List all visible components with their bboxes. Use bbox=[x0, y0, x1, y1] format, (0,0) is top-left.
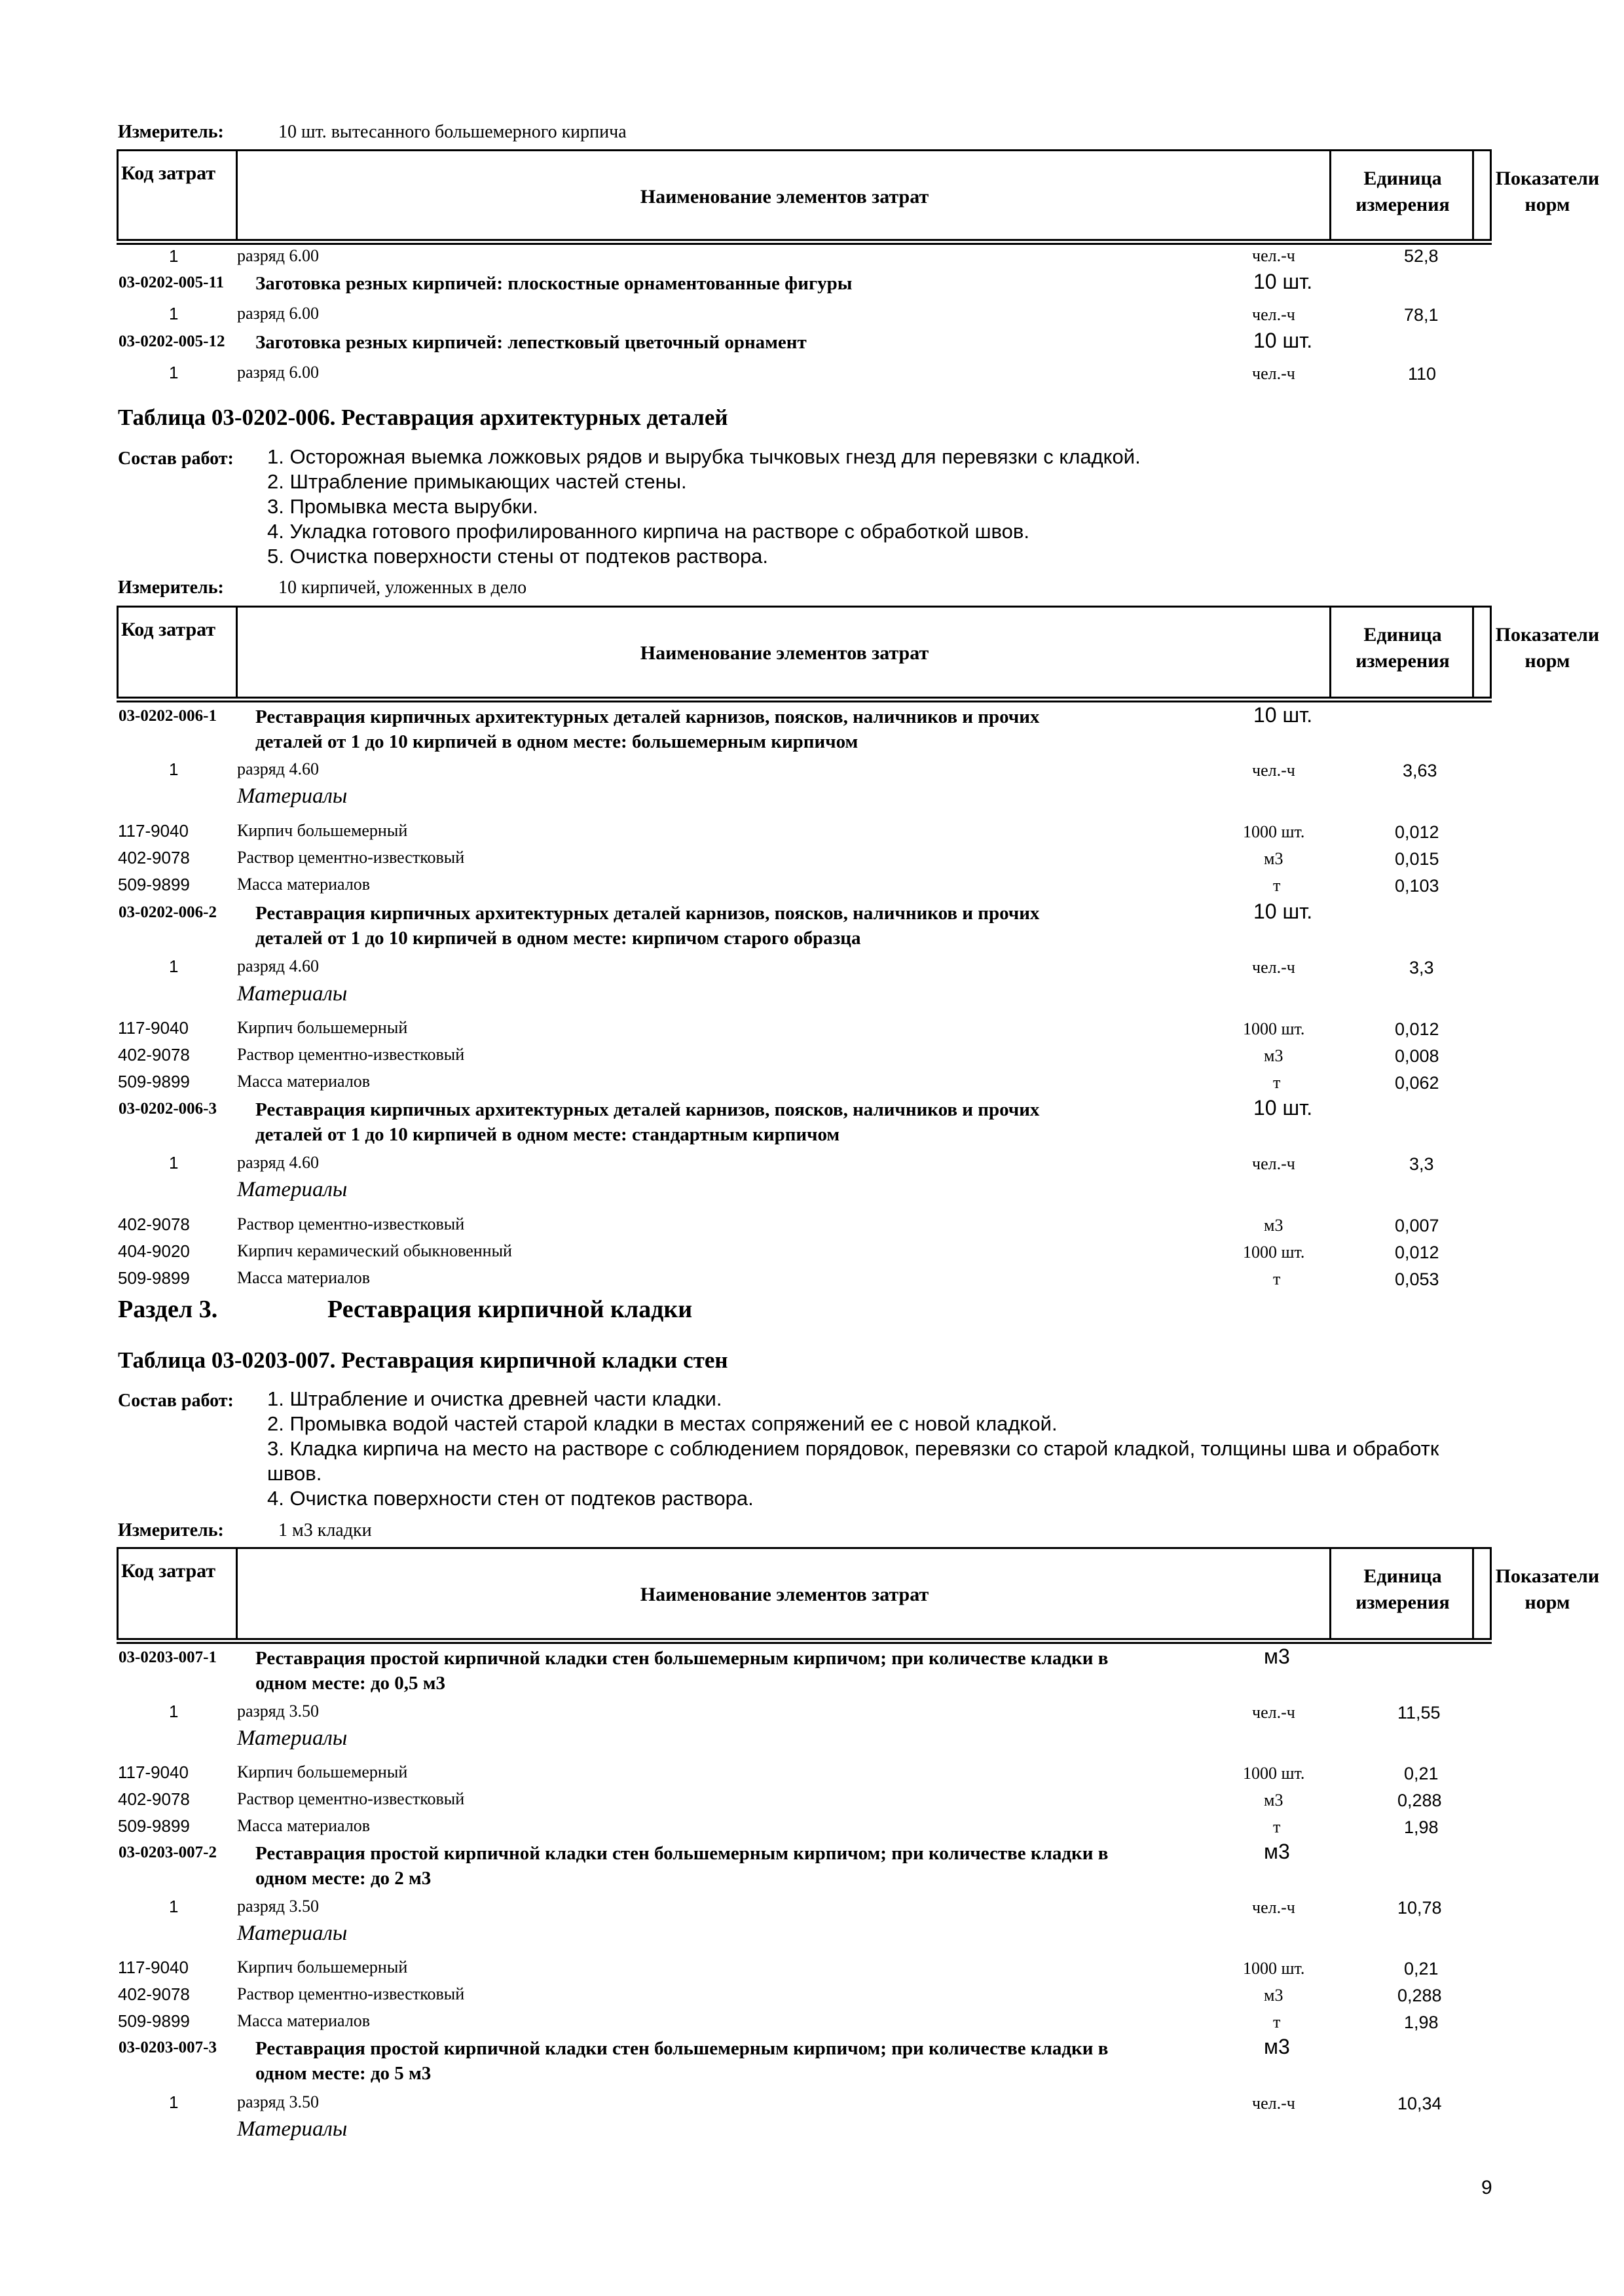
item-unit: м3 bbox=[1264, 2035, 1290, 2058]
row-unit: чел.-ч bbox=[1252, 1154, 1295, 1173]
row-unit: т bbox=[1273, 876, 1281, 895]
item-code: 03-0203-007-2 bbox=[119, 1844, 217, 1861]
row-name: разряд 3.50 bbox=[237, 2092, 319, 2111]
row-code: 1 bbox=[169, 759, 179, 779]
col-norm-header-2: норм bbox=[1524, 1592, 1570, 1613]
item-name: Реставрация простой кирпичной кладки стен большемерным кирпичом; при количестве кладки в bbox=[255, 1843, 1109, 1864]
meter-value: 10 кирпичей, уложенных в дело bbox=[278, 577, 527, 598]
row-code: 1 bbox=[169, 2092, 179, 2112]
materials-heading: Материалы bbox=[237, 1726, 348, 1750]
row-value: 0,007 bbox=[1395, 1216, 1439, 1235]
meter-label: Измеритель: bbox=[118, 1520, 224, 1540]
row-code: 1 bbox=[169, 304, 179, 323]
work-step: 4. Очистка поверхности стен от подтеков раствора. bbox=[267, 1487, 754, 1510]
row-code: 509-9899 bbox=[118, 2011, 190, 2031]
row-value: 0,053 bbox=[1395, 1269, 1439, 1289]
row-unit: чел.-ч bbox=[1252, 364, 1295, 383]
item-code: 03-0202-006-2 bbox=[119, 903, 217, 921]
row-name: Раствор цементно-известковый bbox=[237, 1214, 465, 1233]
item-name: Заготовка резных кирпичей: плоскостные орнаментованные фигуры bbox=[255, 273, 853, 294]
col-unit-header-2: измерения bbox=[1356, 1592, 1450, 1613]
row-value: 0,008 bbox=[1395, 1046, 1439, 1066]
item-name: Реставрация кирпичных архитектурных деталей карнизов, поясков, наличников и прочих bbox=[255, 903, 1040, 924]
row-name: Кирпич большемерный bbox=[237, 821, 408, 840]
row-value: 3,3 bbox=[1409, 958, 1434, 977]
row-value: 0,288 bbox=[1397, 1986, 1442, 2005]
row-code: 402-9078 bbox=[118, 1789, 190, 1809]
item-unit: 10 шт. bbox=[1253, 1096, 1313, 1120]
item-name: деталей от 1 до 10 кирпичей в одном месте: большемерным кирпичом bbox=[255, 731, 858, 752]
row-code: 1 bbox=[169, 1702, 179, 1721]
row-unit: чел.-ч bbox=[1252, 1898, 1295, 1917]
row-code: 509-9899 bbox=[118, 875, 190, 894]
item-unit: 10 шт. bbox=[1253, 329, 1313, 352]
work-step: 3. Кладка кирпича на место на растворе с соблюдением порядовок, перевязки со старой кладкой, толщины шва и обработк bbox=[267, 1437, 1439, 1460]
work-label: Состав работ: bbox=[118, 1391, 234, 1411]
col-name-header: Наименование элементов затрат bbox=[640, 1584, 929, 1605]
row-value: 0,015 bbox=[1395, 849, 1439, 869]
col-norm-header-1: Показатели bbox=[1495, 168, 1600, 189]
item-unit: м3 bbox=[1264, 1645, 1290, 1668]
col-name-header: Наименование элементов затрат bbox=[640, 186, 929, 208]
row-value: 0,012 bbox=[1395, 1019, 1439, 1039]
col-name-header: Наименование элементов затрат bbox=[640, 642, 929, 664]
row-name: разряд 3.50 bbox=[237, 1702, 319, 1721]
item-code: 03-0203-007-1 bbox=[119, 1649, 217, 1666]
work-label: Состав работ: bbox=[118, 448, 234, 469]
table-header bbox=[117, 149, 1600, 241]
row-code: 1 bbox=[169, 1897, 179, 1916]
row-unit: 1000 шт. bbox=[1243, 1959, 1305, 1978]
row-unit: т bbox=[1273, 1817, 1281, 1836]
work-step: 2. Штрабление примыкающих частей стены. bbox=[267, 470, 687, 493]
item-name: Реставрация простой кирпичной кладки стен большемерным кирпичом; при количестве кладки в bbox=[255, 2038, 1109, 2059]
work-step: швов. bbox=[267, 1462, 322, 1485]
row-value: 3,63 bbox=[1403, 761, 1437, 780]
col-unit-header-2: измерения bbox=[1356, 194, 1450, 215]
row-unit: 1000 шт. bbox=[1243, 1019, 1305, 1038]
meter-label: Измеритель: bbox=[118, 577, 224, 598]
row-value: 0,012 bbox=[1395, 1243, 1439, 1262]
row-code: 509-9899 bbox=[118, 1816, 190, 1836]
row-name: Масса материалов bbox=[237, 1268, 371, 1287]
row-name: Масса материалов bbox=[237, 1816, 371, 1835]
row-name: Кирпич керамический обыкновенный bbox=[237, 1241, 512, 1260]
row-name: разряд 3.50 bbox=[237, 1897, 319, 1916]
item-unit: м3 bbox=[1264, 1840, 1290, 1863]
row-code: 1 bbox=[169, 957, 179, 976]
meter-value: 10 шт. вытесанного большемерного кирпича bbox=[278, 122, 627, 142]
meter-value: 1 м3 кладки bbox=[278, 1520, 372, 1540]
table-title: Таблица 03-0202-006. Реставрация архитектурных деталей bbox=[118, 405, 728, 430]
row-name: разряд 4.60 bbox=[237, 957, 319, 975]
row-code: 117-9040 bbox=[118, 1958, 189, 1977]
row-code: 509-9899 bbox=[118, 1072, 190, 1091]
row-code: 402-9078 bbox=[118, 1984, 190, 2004]
row-name: Масса материалов bbox=[237, 2011, 371, 2030]
table-title: Таблица 03-0203-007. Реставрация кирпичной кладки стен bbox=[118, 1347, 728, 1373]
row-name: разряд 6.00 bbox=[237, 304, 319, 323]
row-unit: т bbox=[1273, 1269, 1281, 1288]
row-value: 0,288 bbox=[1397, 1791, 1442, 1810]
row-name: Раствор цементно-известковый bbox=[237, 848, 465, 867]
col-unit-header-1: Единица bbox=[1363, 1565, 1442, 1587]
row-unit: м3 bbox=[1264, 1046, 1283, 1065]
page-number: 9 bbox=[1481, 2177, 1492, 2198]
col-unit-header-1: Единица bbox=[1363, 624, 1442, 646]
row-name: Раствор цементно-известковый bbox=[237, 1045, 465, 1064]
row-code: 402-9078 bbox=[118, 1214, 190, 1234]
row-value: 1,98 bbox=[1404, 1817, 1439, 1837]
row-value: 52,8 bbox=[1404, 246, 1439, 266]
work-step: 1. Осторожная выемка ложковых рядов и вырубка тычковых гнезд для перевязки с кладкой. bbox=[267, 445, 1141, 468]
materials-heading: Материалы bbox=[237, 1922, 348, 1945]
row-unit: т bbox=[1273, 1073, 1281, 1092]
item-unit: 10 шт. bbox=[1253, 270, 1313, 293]
row-value: 0,062 bbox=[1395, 1073, 1439, 1093]
col-norm-header-1: Показатели bbox=[1495, 624, 1600, 646]
row-name: Кирпич большемерный bbox=[237, 1958, 408, 1977]
row-unit: м3 bbox=[1264, 1216, 1283, 1235]
row-unit: чел.-ч bbox=[1252, 1703, 1295, 1722]
row-name: Раствор цементно-известковый bbox=[237, 1789, 465, 1808]
item-unit: 10 шт. bbox=[1253, 703, 1313, 727]
item-name: Реставрация кирпичных архитектурных деталей карнизов, поясков, наличников и прочих bbox=[255, 1099, 1040, 1120]
col-norm-header-2: норм bbox=[1524, 650, 1570, 672]
item-name: деталей от 1 до 10 кирпичей в одном месте: стандартным кирпичом bbox=[255, 1124, 840, 1145]
section-number: Раздел 3. bbox=[118, 1296, 218, 1323]
materials-heading: Материалы bbox=[237, 2117, 348, 2141]
col-norm-header-1: Показатели bbox=[1495, 1565, 1600, 1587]
row-code: 117-9040 bbox=[118, 821, 189, 841]
col-code-header: Код затрат bbox=[121, 1560, 216, 1582]
item-name: Реставрация простой кирпичной кладки стен большемерным кирпичом; при количестве кладки в bbox=[255, 1648, 1109, 1669]
section-title: Реставрация кирпичной кладки bbox=[327, 1296, 693, 1323]
row-value: 3,3 bbox=[1409, 1154, 1434, 1174]
materials-heading: Материалы bbox=[237, 982, 348, 1006]
item-unit: 10 шт. bbox=[1253, 900, 1313, 923]
col-code-header: Код затрат bbox=[121, 162, 216, 184]
item-name: одном месте: до 2 м3 bbox=[255, 1868, 432, 1889]
row-code: 1 bbox=[169, 1153, 179, 1173]
item-code: 03-0202-005-11 bbox=[119, 274, 225, 291]
row-name: разряд 4.60 bbox=[237, 759, 319, 778]
row-name: Кирпич большемерный bbox=[237, 1018, 408, 1037]
row-unit: 1000 шт. bbox=[1243, 1764, 1305, 1783]
row-value: 11,55 bbox=[1397, 1703, 1441, 1722]
item-code: 03-0202-005-12 bbox=[119, 333, 225, 350]
row-unit: 1000 шт. bbox=[1243, 1243, 1305, 1262]
item-name: одном месте: до 5 м3 bbox=[255, 2063, 432, 2084]
row-code: 1 bbox=[169, 246, 179, 266]
row-unit: м3 bbox=[1264, 1986, 1283, 2005]
row-unit: м3 bbox=[1264, 1791, 1283, 1810]
row-code: 117-9040 bbox=[118, 1018, 189, 1038]
row-code: 509-9899 bbox=[118, 1268, 190, 1288]
work-step: 3. Промывка места вырубки. bbox=[267, 495, 538, 518]
row-unit: чел.-ч bbox=[1252, 761, 1295, 780]
item-code: 03-0202-006-3 bbox=[119, 1100, 217, 1118]
row-value: 0,103 bbox=[1395, 876, 1439, 896]
row-code: 402-9078 bbox=[118, 1045, 190, 1065]
row-name: разряд 6.00 bbox=[237, 246, 319, 265]
row-code: 1 bbox=[169, 363, 179, 382]
row-name: разряд 6.00 bbox=[237, 363, 319, 382]
row-code: 402-9078 bbox=[118, 848, 190, 867]
row-value: 0,21 bbox=[1404, 1959, 1439, 1978]
table-header bbox=[117, 1547, 1600, 1640]
col-norm-header-2: норм bbox=[1524, 194, 1570, 215]
row-value: 0,012 bbox=[1395, 822, 1439, 842]
item-code: 03-0202-006-1 bbox=[119, 707, 217, 725]
col-unit-header-1: Единица bbox=[1363, 168, 1442, 189]
col-code-header: Код затрат bbox=[121, 619, 216, 640]
row-code: 117-9040 bbox=[118, 1762, 189, 1782]
row-unit: 1000 шт. bbox=[1243, 822, 1305, 841]
row-value: 1,98 bbox=[1404, 2013, 1439, 2032]
table-header bbox=[117, 606, 1600, 699]
row-unit: чел.-ч bbox=[1252, 958, 1295, 977]
row-value: 110 bbox=[1408, 364, 1437, 384]
row-code: 404-9020 bbox=[118, 1241, 190, 1261]
row-unit: т bbox=[1273, 2013, 1281, 2032]
row-value: 10,78 bbox=[1397, 1898, 1442, 1918]
row-name: Масса материалов bbox=[237, 875, 371, 894]
row-value: 10,34 bbox=[1397, 2094, 1442, 2113]
item-code: 03-0203-007-3 bbox=[119, 2039, 217, 2056]
row-name: Раствор цементно-известковый bbox=[237, 1984, 465, 2003]
meter-label: Измеритель: bbox=[118, 122, 224, 142]
item-name: Реставрация кирпичных архитектурных деталей карнизов, поясков, наличников и прочих bbox=[255, 706, 1040, 727]
work-step: 1. Штрабление и очистка древней части кладки. bbox=[267, 1387, 722, 1410]
row-name: Масса материалов bbox=[237, 1072, 371, 1091]
row-unit: м3 bbox=[1264, 849, 1283, 868]
item-name: Заготовка резных кирпичей: лепестковый цветочный орнамент bbox=[255, 332, 807, 353]
col-unit-header-2: измерения bbox=[1356, 650, 1450, 672]
row-unit: чел.-ч bbox=[1252, 305, 1295, 324]
item-name: одном месте: до 0,5 м3 bbox=[255, 1673, 446, 1694]
row-unit: чел.-ч bbox=[1252, 2094, 1295, 2113]
row-name: Кирпич большемерный bbox=[237, 1762, 408, 1781]
materials-heading: Материалы bbox=[237, 784, 348, 808]
work-step: 5. Очистка поверхности стены от подтеков раствора. bbox=[267, 545, 768, 568]
row-unit: чел.-ч bbox=[1252, 246, 1295, 265]
work-step: 4. Укладка готового профилированного кирпича на растворе с обработкой швов. bbox=[267, 520, 1029, 543]
materials-heading: Материалы bbox=[237, 1178, 348, 1201]
work-step: 2. Промывка водой частей старой кладки в местах сопряжений ее с новой кладкой. bbox=[267, 1412, 1058, 1435]
row-value: 78,1 bbox=[1404, 305, 1439, 325]
row-value: 0,21 bbox=[1404, 1764, 1439, 1783]
row-name: разряд 4.60 bbox=[237, 1153, 319, 1172]
item-name: деталей от 1 до 10 кирпичей в одном месте: кирпичом старого образца bbox=[255, 928, 861, 949]
